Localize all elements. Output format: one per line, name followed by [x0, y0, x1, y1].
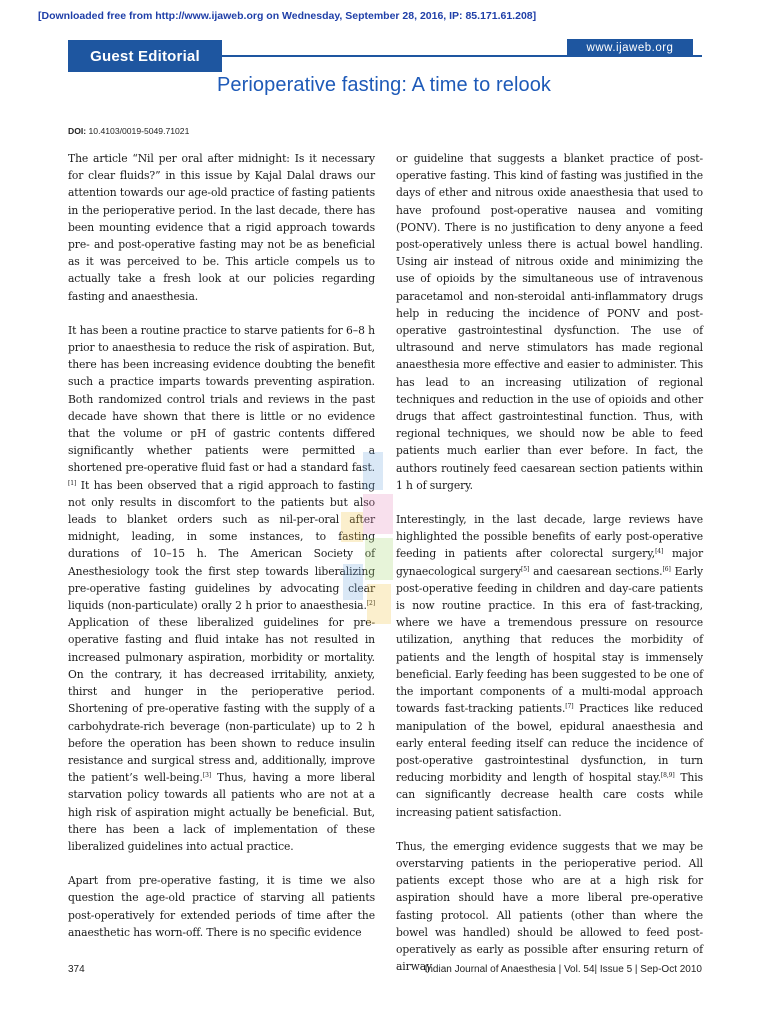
paragraph-text: major gynaecological surgery [396, 547, 703, 578]
citation-marker[interactable]: [6] [662, 565, 671, 573]
paragraph-text: and caesarean sections. [529, 564, 663, 578]
paragraph-text: Early post-operative feeding in children and day-care patients is now routine practice. In this era of fast-tracking, where we have a tremendous pressure on resource utilization, anything that reduces the morbidity of patients and the length of hospital stay is immensely beneficial. Early feeding has been suggested to be one of the important components of a multi-modal approach towards fast-tracking patients. [396, 564, 703, 716]
doi-label: DOI: [68, 126, 87, 136]
paragraph [396, 150, 703, 494]
page-number: 374 [68, 964, 85, 975]
citation-marker[interactable]: [4] [655, 548, 664, 556]
paragraph [396, 511, 703, 821]
site-url-link[interactable]: www.ijaweb.org [567, 39, 693, 56]
citation-marker[interactable]: [7] [565, 703, 574, 711]
paragraph [68, 150, 375, 305]
body-column-right [396, 150, 703, 975]
article-title: Perioperative fasting: A time to relook [216, 74, 552, 96]
paragraph-text: It has been a routine practice to starve patients for 6–8 h prior to anaesthesia to reduce the risk of aspiration. But, there has been increasing evidence doubting the benefit such a practice imparts towards preventing aspiration. Both randomized control trials and reviews in the past decade have shown that there is little or no evidence that the volume or pH of gastric contents differed significantly whether patients were permitted a shortened pre-operative fluid fast or had a standard fast. [68, 323, 375, 475]
paragraph [68, 872, 375, 941]
paragraph-text: It has been observed that a rigid approach to fasting not only results in discomfort to the patients but also leads to blanket orders such as nil-per-oral after midnight, leading, in some instances, to fasting durations of 10–15 h. The American Society of Anesthesiology took the first step towards liberalizing pre-operative fasting guidelines by advocating clear liquids (non-particulate) orally 2 h prior to anaesthesia. [68, 478, 375, 613]
citation-marker[interactable]: [8,9] [660, 772, 675, 780]
paragraph-text: or guideline that suggests a blanket practice of post-operative fasting. This kind of fasting was justified in the days of ether and nitrous oxide anaesthesia that used to have profound post-operative nausea and vomiting (PONV). There is no justification to deny anyone a feed post-operatively unless there is actual bowel handling. Using air instead of nitrous oxide and minimizing the use of opioids by the simultaneous use of intravenous paracetamol and non-steroidal anti-inflammatory drugs help in reducing the incidence of PONV and post-operative gastrointestinal dysfunction. The use of ultrasound and nerve stimulators has made regional anaesthesia more effective and easier to administer. This has lead to an increasing utilization of regional techniques and reduction in the use of opioids and other drugs that affect gastrointestinal function. Thus, with regional techniques, we should now be able to feed patients much earlier than ever before. In fact, the authors routinely feed caesarean section patients within 1 h of surgery. [396, 152, 703, 492]
paragraph-text: Application of these liberalized guidelines for pre-operative fasting and fluid intake has not resulted in increased pulmonary aspiration, morbidity or mortality. On the contrary, it has decreased irritability, anxiety, thirst and hunger in the perioperative period. Shortening of pre-operative fasting with the supply of a carbohydrate-rich beverage (non-particulate) up to 2 h before the operation has been shown to reduce insulin resistance and surgical stress and, additionally, improve the patient’s well-being. [68, 616, 375, 785]
citation-marker[interactable]: [2] [366, 600, 375, 608]
paragraph [68, 322, 375, 855]
download-banner: [Downloaded free from http://www.ijaweb.org on Wednesday, September 28, 2016, IP: 85.171.61.208] [38, 10, 537, 22]
paragraph-text: Practices like reduced manipulation of the bowel, epidural anaesthesia and early enteral feeding itself can reduce the incidence of post-operative gastrointestinal dysfunction, in turn reducing morbidity and length of hospital stay. [396, 702, 704, 785]
paragraph-text: Apart from pre-operative fasting, it is time we also question the age-old practice of starving all patients post-operatively for extended periods of time after the anaesthetic has worn-off. There is no specific evidence [68, 874, 375, 939]
journal-citation: Indian Journal of Anaesthesia | Vol. 54| Issue 5 | Sep-Oct 2010 [424, 964, 702, 975]
paragraph-text: Thus, having a more liberal starvation policy towards all patients who are not at a high risk of aspiration might actually be beneficial. But, there has been a lack of implementation of these liberalized guidelines into actual practice. [68, 771, 375, 853]
citation-marker[interactable]: [1] [68, 479, 77, 487]
doi-value[interactable]: 10.4103/0019-5049.71021 [88, 126, 190, 136]
citation-marker[interactable]: [3] [202, 772, 212, 780]
paragraph-text: Interestingly, in the last decade, large reviews have highlighted the possible benefits of early post-operative feeding in patients after colorectal surgery, [396, 513, 703, 561]
doi-line [68, 126, 189, 136]
citation-marker[interactable]: [5] [521, 565, 530, 573]
section-label: Guest Editorial [68, 40, 222, 72]
body-column-left [68, 150, 375, 941]
paragraph-text: The article “Nil per oral after midnight: Is it necessary for clear fluids?” in this issue by Kajal Dalal draws our attention towards our age-old practice of fasting patients in the perioperative period. In the last decade, there has been mounting evidence that a rigid approach towards pre- and post-operative fasting may not be as beneficial as it was perceived to be. This article compels us to actually take a fresh look at our policies regarding fasting and anaesthesia. [68, 152, 375, 303]
paragraph [396, 838, 703, 976]
paragraph-text: This can significantly decrease health care costs while increasing patient satisfaction. [396, 771, 703, 819]
paragraph-text: Thus, the emerging evidence suggests that we may be overstarving patients in the perioperative period. All patients except those who are at a high risk for aspiration should have a more liberal pre-operative fasting protocol. All patients (other than where the bowel was handled) should be allowed to feed post-operatively as early as possible after ensuring return of airway [396, 839, 703, 974]
